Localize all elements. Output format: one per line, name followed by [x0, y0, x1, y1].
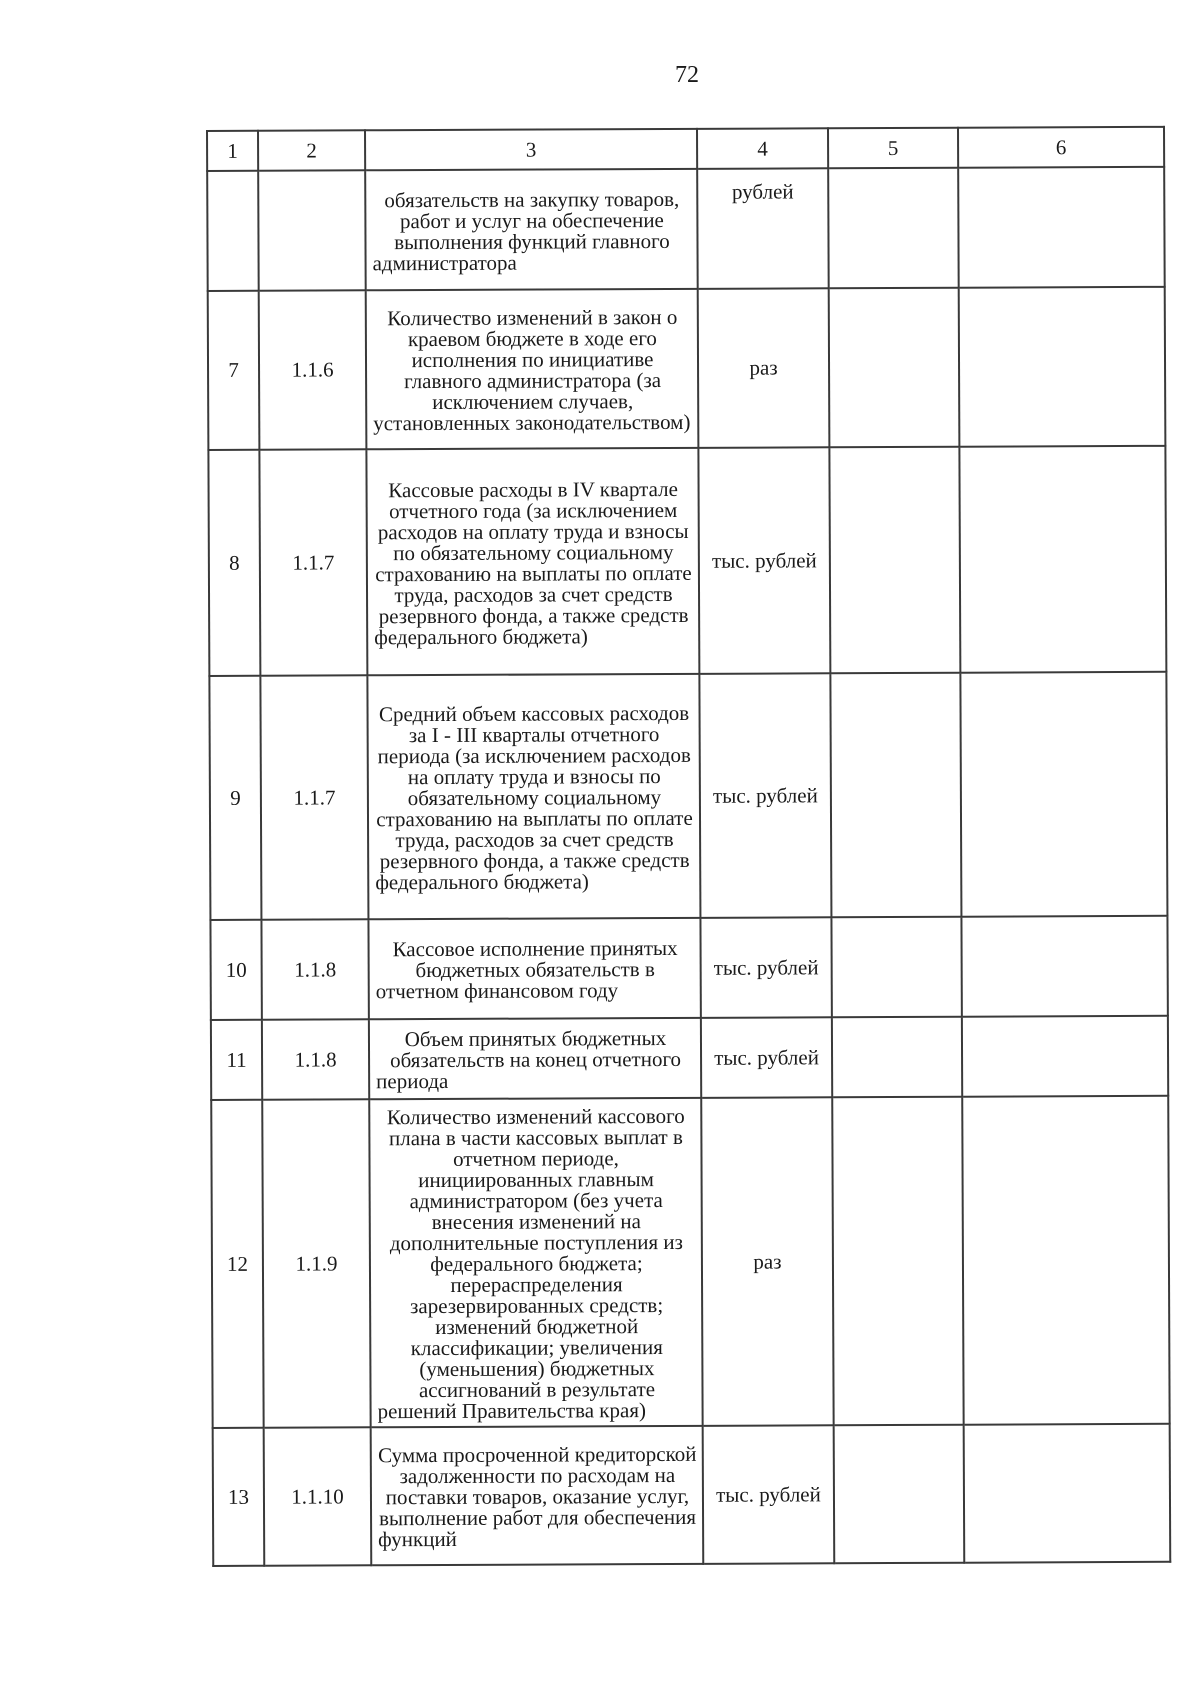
row-number-cell: 13	[213, 1428, 265, 1566]
row-value-cell	[829, 288, 960, 448]
row-number-cell: 10	[210, 920, 261, 1020]
budget-indicators-table	[206, 126, 1171, 1567]
header-cell: 1	[207, 131, 258, 171]
row-value-cell	[829, 447, 960, 674]
table-row	[208, 287, 1166, 450]
table-row	[213, 1424, 1171, 1566]
row-description-cell: Кассовые расходы в IV квартале отчетного года (за исключением расходов на оплату труда и взносы по обязательному социальному страхованию на выплаты по оплате труда, расходов за счет средств резервного фонда, а также средств федерального бюджета)	[366, 448, 699, 675]
row-value-cell	[832, 1097, 963, 1426]
row-value-cell	[832, 1017, 962, 1098]
row-code-cell: 1.1.6	[259, 290, 367, 449]
table-row	[209, 672, 1167, 920]
table-row	[210, 916, 1167, 1020]
row-value-cell	[958, 167, 1165, 288]
row-description-cell: обязательств на закупку товаров, работ и услуг на обеспечение выполнения функций главного администратора	[365, 169, 698, 290]
row-code-cell: 1.1.7	[259, 449, 367, 675]
row-description-cell: Количество изменений в закон о краевом бюджете в ходе его исполнения по инициативе главного администратора (за исключением случаев, установленных законодательством)	[366, 289, 699, 449]
row-unit-cell: тыс. рублей	[703, 1425, 835, 1564]
row-number-cell: 12	[211, 1100, 263, 1428]
row-description-cell: Кассовое исполнение принятых бюджетных обязательств в отчетном финансовом году	[368, 918, 700, 1019]
row-number-cell	[207, 171, 259, 291]
row-unit-cell: раз	[698, 288, 830, 448]
row-code-cell: 1.1.10	[264, 1427, 372, 1565]
table-row	[211, 1096, 1169, 1428]
header-cell: 4	[697, 128, 828, 169]
header-cell: 6	[958, 127, 1164, 168]
header-cell: 5	[828, 128, 958, 169]
row-unit-cell: тыс. рублей	[700, 917, 831, 1018]
row-description-cell: Объем принятых бюджетных обязательств на конец отчетного периода	[369, 1018, 701, 1099]
row-code-cell: 1.1.8	[262, 1019, 369, 1099]
row-value-cell	[964, 1424, 1171, 1563]
row-code-cell: 1.1.7	[260, 675, 368, 919]
row-description-cell: Средний объем кассовых расходов за I - III кварталы отчетного периода (за исключением расходов на оплату труда и взносы по обязательному социальному страхованию на выплаты по оплате труда, расходов за счет средств резервного фонда, а также средств федерального бюджета)	[367, 674, 700, 919]
row-number-cell: 8	[208, 450, 260, 676]
row-unit-cell: тыс. рублей	[701, 1017, 832, 1098]
row-value-cell	[959, 287, 1166, 447]
row-number-cell: 11	[211, 1020, 262, 1100]
header-cell: 3	[365, 129, 697, 170]
row-value-cell	[959, 446, 1166, 673]
row-unit-cell: тыс. рублей	[699, 673, 831, 918]
page-number: 72	[675, 62, 699, 88]
row-code-cell	[258, 170, 366, 290]
row-number-cell: 9	[209, 676, 261, 920]
row-value-cell	[960, 672, 1167, 917]
row-value-cell	[962, 1016, 1168, 1097]
row-value-cell	[830, 673, 961, 918]
table-row	[211, 1016, 1168, 1100]
row-unit-cell: тыс. рублей	[698, 447, 830, 674]
row-code-cell: 1.1.9	[262, 1099, 370, 1427]
table-row	[208, 446, 1166, 676]
table-row	[207, 167, 1165, 291]
row-value-cell	[834, 1425, 965, 1564]
row-value-cell	[831, 917, 961, 1018]
row-number-cell: 7	[208, 291, 260, 450]
row-value-cell	[962, 1096, 1169, 1425]
row-description-cell: Количество изменений кассового плана в части кассовых выплат в отчетном периоде, инициированных главным администратором (без учета внесения изменений на дополнительные поступления из федерального бюджета; перераспределения зарезервированных средств; изменений бюджетной классификации; увеличения (уменьшения) бюджетных ассигнований в результате решений Правительства края)	[369, 1098, 702, 1427]
row-unit-cell: рублей	[697, 168, 829, 289]
row-value-cell	[961, 916, 1167, 1017]
row-unit-cell: раз	[701, 1097, 833, 1426]
row-value-cell	[828, 168, 959, 289]
row-description-cell: Сумма просроченной кредиторской задолженности по расходам на поставки товаров, оказание услуг, выполнение работ для обеспечения функций	[371, 1426, 704, 1565]
header-cell: 2	[258, 130, 365, 170]
row-code-cell: 1.1.8	[261, 919, 368, 1019]
table-header-row	[207, 127, 1164, 171]
